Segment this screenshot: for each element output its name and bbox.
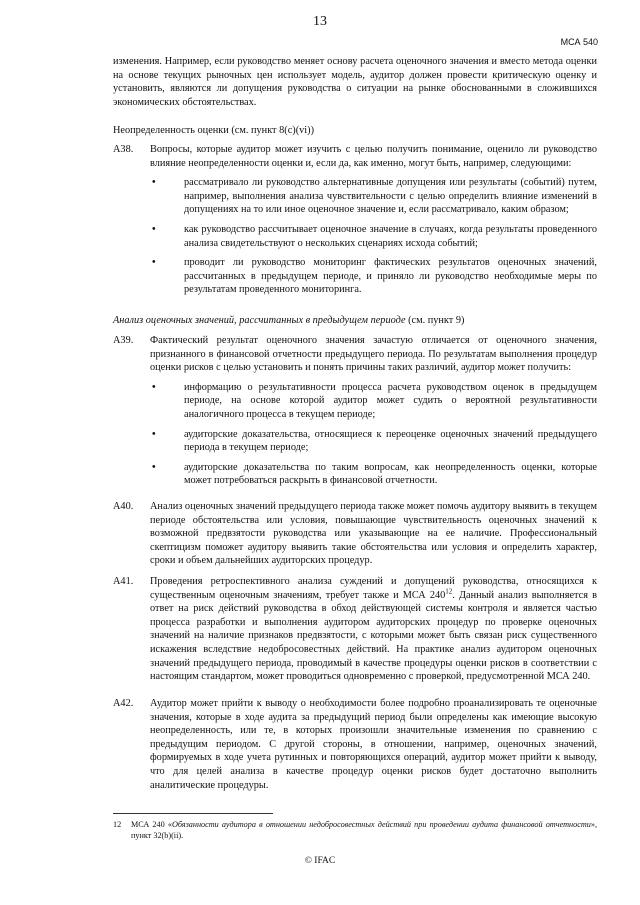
footnote-reference[interactable]: 12 — [445, 587, 453, 596]
list-item — [150, 381, 597, 422]
heading-reference: (см. пункт 9) — [405, 315, 465, 326]
bullet-icon: • — [152, 461, 156, 473]
copyright-footer: © IFAC — [304, 856, 336, 866]
bullet-icon: • — [152, 428, 156, 440]
paragraph-number: А42. — [113, 698, 134, 709]
footnote-text — [131, 819, 597, 841]
paragraph-text — [150, 575, 597, 684]
heading-estimation-uncertainty: Неопределенность оценки (см. пункт 8(с)(vi)) — [113, 125, 315, 136]
paragraph-a42 — [113, 697, 597, 792]
footnote-suffix: », пункт 32(b)(ii). — [131, 820, 597, 840]
paragraph-a38 — [113, 143, 597, 297]
page-number: 13 — [313, 14, 327, 29]
paragraph-a41 — [113, 575, 597, 684]
footnote-divider — [113, 813, 273, 814]
paragraph-number: А39. — [113, 335, 134, 346]
list-item-text: проводит ли руководство мониторинг фактических результатов оценочных значений, рассчитанных в предыдущем периоде, и приняло ли руководство необходимые меры по результатам проведенного мониторинга. — [184, 257, 597, 296]
list-item-text: информацию о результативности процесса расчета руководством оценок в предыдущем периоде, на основе которой аудитор может судить о вероятной результативности аналогичного процесса в текущем периоде; — [184, 381, 597, 420]
intro-paragraph: изменения. Например, если руководство меняет основу расчета оценочного значения и вместо метода оценки на основе текущих рыночных цен использует модель, аудитор должен провести критическую оценку и установить, являются ли допущения руководства о ситуации на рынке обоснованными в сложившихся экономических обстоятельствах. — [113, 56, 597, 108]
paragraph-text: Аудитор может прийти к выводу о необходимости более подробно проанализировать те оценочные значения, которые в ходе аудита за предыдущий период были определены как имеющие высокую неопределенность, или те, в которых произошли значительные изменения по сравнению с предыдущим периодом. С другой стороны, в отношении, например, оценочных значений, формируемых в ходе учета рутинных и повторяющихся операций, аудитор может прийти к выводу, что для целей анализа в качестве процедур оценки рисков будет достаточно выполнить аналитические процедуры. — [150, 698, 597, 791]
paragraph-number: А41. — [113, 576, 134, 587]
paragraph-text-start: Проведения ретроспективного анализа суждений и допущений руководства, относящихся к существенным оценочным значениям, требует также и МСА 240 — [150, 576, 597, 601]
heading-italic-part: Анализ оценочных значений, рассчитанных в предыдущем периоде — [113, 315, 406, 326]
list-item — [150, 256, 597, 297]
paragraph-a39 — [113, 334, 597, 488]
paragraph-text: Фактический результат оценочного значения зачастую отличается от оценочного значения, признанного в финансовой отчетности предыдущего периода. По результатам выполнения процедур оценки рисков с целью установить и понять причины таких различий, аудитор может получить: — [150, 335, 597, 374]
paragraph-number: А40. — [113, 501, 134, 512]
list-item-text: рассматривало ли руководство альтернативные допущения или результаты (событий) путем, например, выполнения анализа чувствительности с целью определить влияние изменений в допущениях на то или иное оценочное значение и, если рассматривало, каким образом; — [184, 177, 597, 216]
list-item — [150, 176, 597, 217]
footnote-number: 12 — [113, 820, 122, 829]
list-item-text: аудиторские доказательства, относящиеся к переоценке оценочных значений предыдущего периода в текущем периоде; — [184, 428, 597, 454]
paragraph-a40 — [113, 500, 597, 568]
bullet-icon: • — [152, 177, 156, 189]
document-code: МСА 540 — [560, 37, 598, 47]
paragraph-text: Вопросы, которые аудитор может изучить с целью получить понимание, оценило ли руководство влияние неопределенности оценки и, если да, как именно, могут быть, например, следующими: — [150, 144, 597, 169]
paragraph-text-end: . Данный анализ выполняется в ответ на риск действий руководства в обход действующей системы контроля и является частью процесса разработки и выполнения аудитором аудиторских процедур по проверке оценочных значений на наличие признаков предвзятости, с которыми может быть связан риск существенного искажения вследствие недобросовестных действий. На практике анализ аудитором оценочных значений предыдущего периода, проводимый в качестве процедуры оценки рисков в соответствии с настоящим стандартом, может проводиться одновременно с проверкой, предусмотренной МСА 240. — [150, 589, 597, 683]
paragraph-text: Анализ оценочных значений предыдущего периода также может помочь аудитору выявить в текущем периоде обстоятельства или условия, повышающие чувствительность оценочных значений к возможной предвзятости руководства или указывающие на ее наличие. Профессиональный скептицизм поможет аудитору выявить такие обстоятельства или условия и определить характер, сроки и объем дальнейших аудиторских процедур. — [150, 501, 597, 567]
list-item-text: аудиторские доказательства по таким вопросам, как неопределенность оценки, которые может потребоваться раскрыть в финансовой отчетности. — [184, 461, 597, 487]
footnote — [113, 819, 597, 841]
list-item — [150, 428, 597, 455]
footnote-title: Обязанности аудитора в отношении недобросовестных действий при проведении аудита финансовой отчетности — [171, 820, 591, 829]
bullet-icon: • — [152, 223, 156, 235]
footnote-prefix: МСА 240 « — [131, 820, 172, 829]
bullet-icon: • — [152, 381, 156, 393]
bullet-icon: • — [152, 257, 156, 269]
list-item — [150, 461, 597, 488]
heading-prior-period-review — [113, 314, 597, 328]
list-item — [150, 223, 597, 250]
paragraph-number: А38. — [113, 144, 134, 155]
list-item-text: как руководство рассчитывает оценочное значение в случаях, когда результаты проведенного анализа свидетельствуют о нескольких сценариях исхода событий; — [184, 223, 597, 249]
